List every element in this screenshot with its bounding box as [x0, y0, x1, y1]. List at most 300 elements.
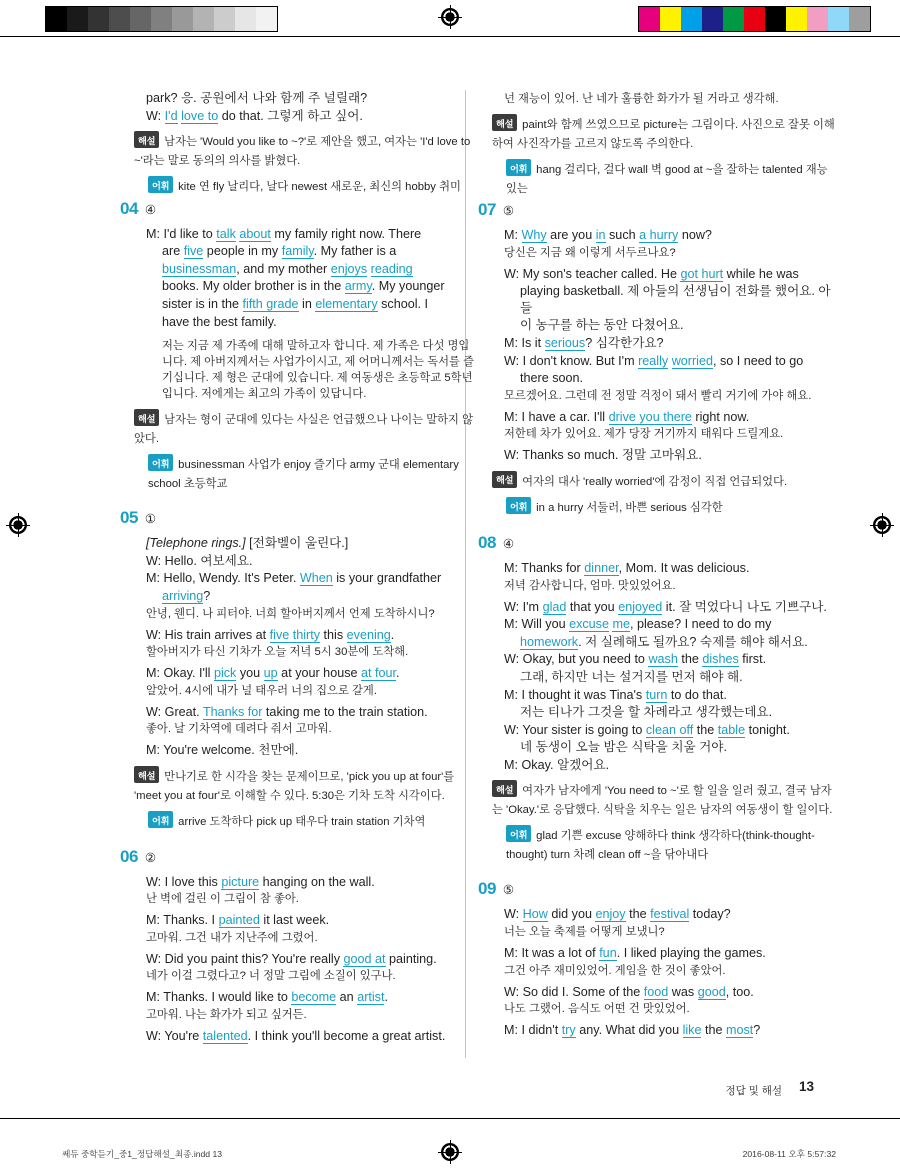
grayscale-swatch [109, 7, 130, 31]
text-run: 당신은 지금 왜 이렇게 서두르나요? [504, 246, 676, 259]
script-line [520, 634, 838, 651]
grayscale-swatch [88, 7, 109, 31]
translation-line [146, 644, 480, 660]
text-run: W: Did you paint this? You're really [146, 951, 344, 966]
text-run: M: You're welcome. 천만에. [146, 743, 299, 758]
question-header [478, 533, 838, 553]
text-run: W: His train arrives at [146, 627, 270, 642]
text-run: 저녁 감사합니다, 엄마. 맛있었어요. [504, 579, 676, 592]
script-line [146, 912, 480, 929]
question-number: 05 [120, 508, 138, 528]
text-run: was [668, 984, 698, 999]
keyword-underlined: drive you there [608, 409, 692, 424]
color-swatch [828, 7, 849, 31]
text-run: . [396, 666, 400, 681]
text-run: did you [547, 907, 596, 922]
keyword-underlined: try [561, 1023, 576, 1038]
text-run: school. I [377, 297, 429, 312]
keyword-underlined: turn [645, 687, 668, 702]
script-line [146, 535, 480, 552]
keyword-underlined: most [726, 1023, 754, 1038]
text-run: M: Is it [504, 335, 545, 350]
script-line [162, 261, 480, 278]
vocabulary-block [148, 811, 480, 831]
keyword-underlined: talented [202, 1028, 248, 1043]
vocabulary-tag: 어휘 [506, 497, 531, 514]
translation-line [146, 721, 480, 737]
vocabulary-text: in a hurry 서둘러, 바쁜 serious 심각한 [536, 502, 723, 515]
script-line [504, 651, 838, 668]
question-header [478, 200, 838, 220]
text-run: 나도 그랬어. 음식도 어떤 건 맛있었어. [504, 1003, 690, 1016]
grayscale-swatch [67, 7, 88, 31]
keyword-underlined: evening [346, 627, 391, 642]
vocabulary-tag: 어휘 [506, 159, 531, 176]
keyword-underlined: glad [542, 599, 567, 614]
text-run: W: [504, 907, 523, 922]
vocabulary-block [148, 454, 480, 492]
vocabulary-tag: 어휘 [148, 811, 173, 828]
explanation-block [492, 114, 838, 152]
text-run: 너는 오늘 축제를 어떻게 보냈니? [504, 926, 665, 939]
keyword-underlined: homework [520, 634, 579, 649]
keyword-underlined: good [697, 984, 726, 999]
text-run: W: My son's teacher called. He [504, 266, 681, 281]
explanation-tag: 해설 [134, 131, 159, 148]
text-run: 모르겠어요. 그런데 전 정말 걱정이 돼서 빨리 거기에 가야 해요. [504, 389, 812, 402]
text-run: W: [146, 108, 165, 123]
text-run: it. 잘 먹었다니 나도 기쁘구나. [662, 599, 827, 614]
text-run: 저는 티나가 그것을 할 차례라고 생각했는데요. [520, 705, 773, 720]
question-header [478, 879, 838, 899]
script-line [504, 616, 838, 633]
translation-line [504, 924, 838, 940]
text-run: an [336, 990, 358, 1005]
question-number: 06 [120, 846, 138, 866]
keyword-underlined: food [643, 984, 669, 999]
keyword-underlined: become [291, 990, 337, 1005]
grayscale-swatch [130, 7, 151, 31]
text-run: to do that. [667, 687, 727, 702]
explanation-text: 만나기로 한 시각을 찾는 문제이므로, 'pick you up at four'를 'meet you at four'로 이해할 수 있다. 5:30은 기차 도착 시각이다. [134, 771, 455, 802]
vocabulary-text: arrive 도착하다 pick up 태우다 train station 기차역 [178, 816, 426, 828]
translation-line [504, 426, 838, 442]
script-line [504, 599, 838, 616]
script-line [504, 266, 838, 283]
text-run: W: I don't know. But I'm [504, 353, 639, 368]
grayscale-swatch [193, 7, 214, 31]
text-run: such [605, 228, 640, 242]
color-swatch [807, 7, 828, 31]
explanation-text: 여자가 남자에게 'You need to ~'로 할 일을 일러 줬고, 결국 남자는 'Okay.'로 응답했다. 식탁을 치우는 일은 남자의 여동생이 할 일이다. [492, 785, 833, 816]
text-run: 안녕, 웬디. 나 피터야. 너희 할아버지께서 언제 도착하시니? [146, 607, 435, 620]
color-swatch [786, 7, 807, 31]
text-run: ? 심각한가요? [585, 335, 664, 350]
vocabulary-block [506, 159, 838, 197]
keyword-underlined: me [612, 617, 630, 632]
text-run: M: I'd like to [146, 226, 217, 241]
text-run: M: Okay. 알겠어요. [504, 757, 610, 772]
text-run: W: You're [146, 1028, 203, 1043]
dialogue-script [504, 906, 838, 1038]
text-run: . [390, 627, 395, 642]
vocabulary-tag: 어휘 [148, 454, 173, 471]
text-run: tonight. [745, 722, 790, 737]
text-run: do that. 그렇게 하고 싶어. [218, 108, 363, 123]
vocabulary-block [506, 497, 838, 517]
explanation-tag: 해설 [492, 114, 517, 131]
question-number: 09 [478, 879, 496, 899]
script-line [146, 226, 480, 243]
keyword-underlined: wash [648, 652, 678, 667]
keyword-underlined: elementary [315, 297, 378, 312]
script-line [162, 278, 480, 295]
dialogue-script [146, 226, 480, 331]
script-line [504, 906, 838, 923]
script-line [504, 1022, 838, 1039]
script-line [146, 627, 480, 644]
explanation-block [134, 131, 480, 169]
explanation-block [492, 780, 838, 818]
question-entry [120, 508, 480, 830]
script-line [520, 283, 838, 316]
script-line [162, 296, 480, 313]
crop-line-top [0, 36, 900, 37]
crop-line-bottom [0, 1118, 900, 1119]
keyword-underlined: a hurry [639, 228, 679, 242]
dialogue-script [504, 227, 838, 464]
text-run: M: I have a car. I'll [504, 409, 609, 424]
explanation-text: 남자는 'Would you like to ~?'로 제안을 했고, 여자는 'I'd love to ~'라는 말로 동의의 의사를 밝혔다. [134, 136, 471, 167]
color-swatch [660, 7, 681, 31]
text-run: it last week. [259, 913, 330, 928]
grayscale-swatch [256, 7, 277, 31]
text-run: right now. [691, 409, 750, 424]
keyword-underlined: enjoy [595, 907, 626, 922]
keyword-underlined: dishes [702, 652, 739, 667]
text-run: 할아버지가 타신 기차가 오늘 저녁 5시 30분에 도착해. [146, 646, 409, 659]
text-run: that you [566, 599, 619, 614]
color-swatch [765, 7, 786, 31]
text-run: the [625, 907, 651, 922]
color-swatch [681, 7, 702, 31]
text-run: my family right now. There [270, 226, 422, 241]
text-run: M: Okay. I'll [146, 666, 214, 681]
vocabulary-text: kite 연 fly 날리다, 날다 newest 새로운, 최신의 hobby 취미 [178, 181, 461, 194]
text-run: is your grandfather [332, 571, 442, 586]
text-run: have the best family. [162, 314, 277, 329]
grayscale-calibration-bar [45, 6, 278, 32]
text-run: . I liked playing the games. [616, 946, 766, 961]
script-line [504, 560, 838, 577]
script-line [146, 90, 480, 107]
script-line [146, 951, 480, 968]
stage-direction: [Telephone rings.] [146, 536, 246, 551]
explanation-text: 남자는 형이 군대에 있다는 사실은 언급했으나 나이는 말하지 않았다. [134, 414, 474, 445]
question-number: 07 [478, 200, 496, 219]
text-run: M: Will you [504, 617, 570, 632]
text-run: M: Thanks. I [146, 913, 219, 928]
keyword-underlined: really [638, 353, 669, 368]
text-run: the [693, 722, 718, 737]
keyword-underlined: clean off [645, 722, 694, 737]
translation-line [146, 968, 480, 984]
grayscale-swatch [235, 7, 256, 31]
script-line [162, 243, 480, 260]
script-line [504, 447, 838, 464]
text-run: sister is in the [162, 297, 243, 312]
color-calibration-bar [638, 6, 871, 32]
answer-choice: ④ [502, 536, 515, 551]
grayscale-swatch [151, 7, 172, 31]
answer-choice: ⑤ [502, 204, 515, 218]
answer-key-page [0, 60, 900, 1100]
keyword-underlined: good at [343, 951, 386, 966]
text-run: . [384, 990, 388, 1005]
text-run: 저한테 차가 있어요. 제가 당장 거기까지 태워다 드릴게요. [504, 428, 784, 441]
text-run: 이 농구를 하는 동안 다쳤어요. [520, 318, 684, 333]
text-run: W: Okay, but you need to [504, 652, 649, 667]
keyword-underlined: five [183, 244, 204, 259]
keyword-underlined: up [263, 666, 278, 681]
text-run: playing basketball. 제 아들의 선생님이 전화를 했어요. 아들 [520, 284, 831, 315]
script-line [146, 704, 480, 721]
text-run: . My younger [371, 279, 445, 294]
explanation-block [492, 471, 838, 491]
answer-choice: ① [144, 512, 157, 527]
script-line [146, 1028, 480, 1045]
text-run: you [236, 666, 264, 681]
dialogue-script [504, 560, 838, 774]
translation-line [504, 578, 838, 594]
script-line [504, 335, 838, 352]
explanation-tag: 해설 [492, 471, 517, 488]
footer-section-label: 정답 및 해설 [725, 1085, 782, 1097]
translation-line [504, 91, 838, 107]
color-swatch [744, 7, 765, 31]
keyword-underlined: When [299, 571, 333, 586]
explanation-block [134, 766, 480, 804]
keyword-underlined: fifth grade [242, 297, 299, 312]
question-entry [478, 879, 838, 1038]
script-line [146, 108, 480, 125]
color-swatch [639, 7, 660, 31]
text-run: ? [753, 1023, 761, 1038]
question-entry [478, 200, 838, 517]
explanation-tag: 해설 [134, 409, 159, 426]
color-swatch [849, 7, 870, 31]
text-run: at your house [277, 666, 361, 681]
text-run: . My father is a [313, 244, 397, 259]
text-run: 난 벽에 걸린 이 그림이 참 좋아. [146, 893, 299, 906]
text-run: books. My older brother is in the [162, 279, 345, 294]
keyword-underlined: enjoyed [618, 599, 663, 614]
text-run: any. What did you [575, 1023, 683, 1038]
continued-script-block [146, 90, 480, 124]
question-header [120, 508, 480, 528]
text-run: 알았어. 4시에 내가 널 태우러 너의 집으로 갈게. [146, 684, 377, 697]
explanation-text: paint와 함께 쓰였으므로 picture는 그림이다. 사진으로 잘못 이해하여 사진작가를 고르지 않도록 주의한다. [492, 119, 835, 150]
keyword-underlined: like [682, 1023, 702, 1038]
keyword-underlined: festival [650, 907, 690, 922]
explanation-tag: 해설 [134, 766, 159, 783]
text-run: W: I love this [146, 874, 222, 889]
answer-choice: ⑤ [502, 883, 515, 898]
script-line [504, 757, 838, 774]
script-line [504, 722, 838, 739]
keyword-underlined: five thirty [269, 627, 321, 642]
text-run: W: Hello. 여보세요. [146, 553, 253, 568]
grayscale-swatch [46, 7, 67, 31]
vocabulary-tag: 어휘 [506, 825, 531, 842]
left-column [120, 90, 480, 1060]
keyword-underlined: painted [218, 913, 260, 928]
text-run: , and my mother [236, 261, 331, 276]
script-line [146, 570, 480, 587]
text-run: . 저 실례해도 될까요? 숙제를 해야 해서요. [578, 634, 808, 649]
text-run: painting. [385, 951, 437, 966]
keyword-underlined: arriving [162, 589, 204, 604]
text-run: park? 응. 공원에서 나와 함께 주 널릴래? [146, 91, 368, 105]
script-line [520, 669, 838, 686]
translation-line [146, 1007, 480, 1023]
keyword-underlined: dinner [584, 560, 619, 575]
page-number: 13 [798, 1079, 814, 1094]
registration-mark-bottom [441, 1143, 459, 1161]
keyword-underlined: picture [221, 874, 260, 889]
vocabulary-text: glad 기쁜 excuse 양해하다 think 생각하다(think-thought-thought) turn 차례 clean off ~을 닦아내다 [506, 830, 815, 861]
question-number: 04 [120, 198, 138, 218]
answer-choice: ④ [144, 202, 157, 217]
dialogue-script [146, 535, 480, 759]
text-run: 그건 아주 재미있었어. 게임을 한 것이 좋았어. [504, 964, 726, 977]
keyword-underlined: Thanks for [202, 704, 263, 719]
text-run: there soon. [520, 371, 584, 386]
script-line [162, 314, 480, 331]
keyword-underlined: family [281, 244, 314, 259]
text-run: 그래, 하지만 너는 설거지를 먼저 해야 해. [520, 669, 743, 684]
script-line [504, 687, 838, 704]
translation-line [146, 683, 480, 699]
script-line [520, 739, 838, 756]
grayscale-swatch [172, 7, 193, 31]
text-run: while he was [723, 266, 799, 281]
vocabulary-tag: 어휘 [148, 176, 173, 193]
text-run: are [162, 244, 184, 259]
vocabulary-block [506, 825, 838, 863]
text-run: M: It was a lot of [504, 946, 600, 961]
text-run: 고마워. 그건 내가 지난주에 그렸어. [146, 931, 318, 944]
text-run: M: [504, 228, 522, 242]
script-line [504, 984, 838, 1001]
translation-paragraph: 저는 지금 제 가족에 대해 말하고자 합니다. 제 가족은 다섯 명입니다. 제 아버지께서는 사업가이시고, 제 어머니께서는 독서를 즐기십니다. 제 형은 군대에 있습니다. 제 여동생은 초등학교 5학년입니다. 저에게는 최고의 가족이 있답니다. [162, 340, 474, 401]
keyword-underlined: pick [213, 666, 237, 681]
text-run: 넌 재능이 있어. 난 네가 훌륭한 화가가 될 거라고 생각해. [504, 93, 779, 105]
script-line [162, 588, 480, 605]
print-slug-timestamp: 2016-08-11 오후 5:57:32 [742, 1149, 836, 1159]
text-run: , so I need to go [712, 353, 804, 368]
color-swatch [723, 7, 744, 31]
text-run: the [677, 652, 703, 667]
question-number: 08 [478, 532, 496, 552]
registration-mark-top [441, 8, 459, 26]
script-line [520, 370, 838, 387]
text-run: W: Great. [146, 704, 203, 719]
translation-line [504, 963, 838, 979]
text-run: M: Thanks for [504, 560, 585, 575]
keyword-underlined: enjoys [330, 261, 368, 276]
text-run: in [298, 297, 316, 312]
text-run: this [320, 627, 347, 642]
translation-line [504, 1001, 838, 1017]
script-line [146, 665, 480, 682]
dialogue-script [146, 874, 480, 1045]
question-entry [478, 533, 838, 864]
explanation-tag: 해설 [492, 780, 517, 797]
text-run: W: So did I. Some of the [504, 984, 644, 999]
keyword-underlined: table [717, 722, 746, 737]
text-run: , too. [725, 984, 754, 999]
vocabulary-block [148, 176, 480, 196]
translation-line [504, 388, 838, 404]
text-run: 네가 이걸 그렸다고? 너 정말 그림에 소질이 있구나. [146, 970, 396, 983]
keyword-underlined: fun [599, 946, 617, 961]
continued-script-block [504, 91, 838, 107]
vocabulary-text: businessman 사업가 enjoy 즐기다 army 군대 elementary school 초등학교 [148, 459, 459, 490]
vocabulary-text: hang 걸리다, 걸다 wall 벽 good at ~을 잘하는 talented 재능 있는 [506, 164, 828, 195]
text-run: M: Hello, Wendy. It's Peter. [146, 571, 300, 586]
keyword-underlined: I'd [164, 108, 178, 123]
text-run: 네 동생이 오늘 밤은 식탁을 치울 거야. [520, 740, 727, 755]
question-header [120, 199, 480, 219]
script-line [146, 874, 480, 891]
keyword-underlined: in [595, 228, 606, 242]
script-line [146, 553, 480, 570]
text-run: now? [678, 228, 712, 242]
script-line [504, 227, 838, 244]
text-run: hanging on the wall. [259, 874, 375, 889]
text-run: are you [546, 228, 596, 242]
text-run: the [701, 1023, 726, 1038]
text-run: W: Your sister is going to [504, 722, 646, 737]
explanation-text: 여자의 대사 'really worried'에 감정이 직접 언급되었다. [522, 475, 788, 488]
script-line [146, 989, 480, 1006]
text-run: [전화벨이 울린다.] [245, 536, 349, 551]
text-run: M: I didn't [504, 1023, 562, 1038]
text-run: taking me to the train station. [262, 704, 428, 719]
text-run: , please? I need to do my [629, 617, 772, 632]
text-run: . I think you'll become a great artist. [247, 1028, 446, 1043]
text-run: ? [203, 589, 211, 604]
text-run: M: I thought it was Tina's [504, 687, 646, 702]
keyword-underlined: got hurt [680, 266, 724, 281]
question-entry [120, 847, 480, 1045]
keyword-underlined: worried [671, 353, 713, 368]
keyword-underlined: Why [521, 228, 547, 242]
keyword-underlined: army [344, 279, 372, 294]
color-swatch [702, 7, 723, 31]
text-run: first. [738, 652, 767, 667]
script-line [504, 945, 838, 962]
keyword-underlined: How [522, 907, 548, 922]
text-run: 좋아. 날 기차역에 데려다 줘서 고마워. [146, 723, 332, 736]
text-run: people in my [203, 244, 282, 259]
keyword-underlined: love to [181, 108, 219, 123]
question-header [120, 847, 480, 867]
keyword-underlined: talk [216, 226, 236, 241]
text-run: W: Thanks so much. 정말 고마워요. [504, 448, 702, 463]
script-line [504, 353, 838, 370]
